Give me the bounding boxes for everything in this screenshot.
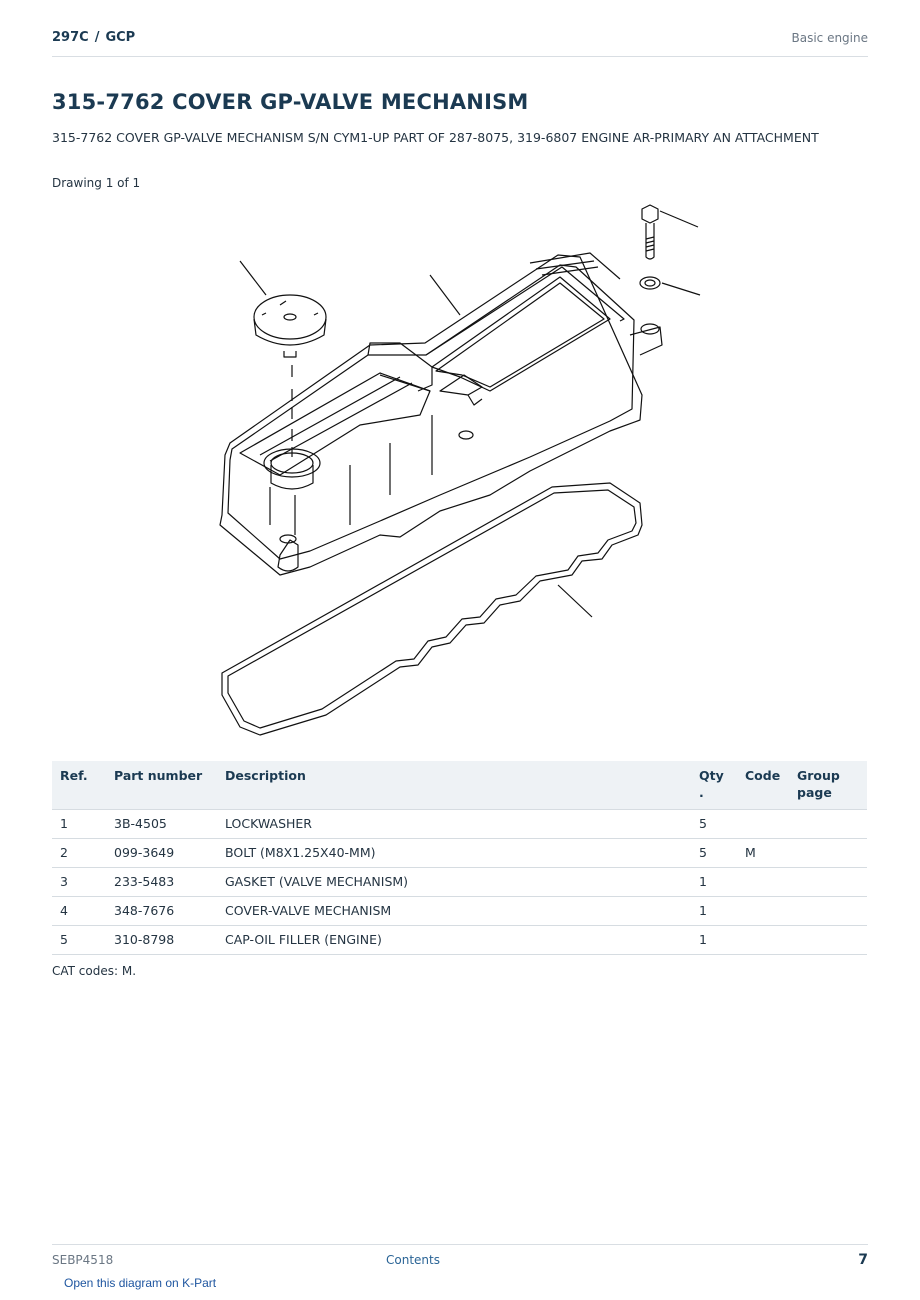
breadcrumb-model[interactable]: 297C: [52, 30, 89, 45]
table-row: [52, 897, 867, 926]
cell-code: [737, 810, 789, 839]
cell-qty: 5: [691, 810, 737, 839]
cell-part-number[interactable]: 310-8798: [106, 926, 217, 955]
breadcrumb-separator: /: [94, 30, 100, 45]
breadcrumb: [52, 30, 135, 45]
cell-description: CAP-OIL FILLER (ENGINE): [217, 926, 691, 955]
cell-ref: 1: [52, 810, 106, 839]
col-header-qty: Qty .: [691, 761, 737, 810]
bolt-drawing: [642, 205, 698, 259]
drawing-label: Drawing 1 of 1: [52, 176, 141, 190]
cell-part-number[interactable]: 099-3649: [106, 839, 217, 868]
parts-table: [52, 761, 867, 955]
table-row: [52, 926, 867, 955]
section-label: Basic engine: [791, 31, 868, 45]
cell-qty: 1: [691, 897, 737, 926]
cell-ref: 2: [52, 839, 106, 868]
cat-codes-note: CAT codes: M.: [52, 964, 137, 978]
cell-ref: 3: [52, 868, 106, 897]
page-header: [52, 28, 868, 57]
cell-qty: 5: [691, 839, 737, 868]
gasket-drawing: [222, 483, 642, 735]
parts-diagram: [200, 195, 720, 745]
page-title: 315-7762 COVER GP-VALVE MECHANISM: [52, 90, 529, 114]
col-header-description: Description: [217, 761, 691, 810]
cell-group-page: [789, 810, 867, 839]
col-header-code: Code: [737, 761, 789, 810]
table-row: [52, 839, 867, 868]
page-footer: [52, 1244, 868, 1275]
cell-description: BOLT (M8X1.25X40-MM): [217, 839, 691, 868]
cell-code: M: [737, 839, 789, 868]
page-subtitle: 315-7762 COVER GP-VALVE MECHANISM S/N CYM1-UP PART OF 287-8075, 319-6807 ENGINE AR-PRIMARY AN ATTACHMENT: [52, 130, 819, 145]
cell-group-page: [789, 897, 867, 926]
lockwasher-drawing: [640, 277, 700, 295]
cell-group-page: [789, 868, 867, 897]
col-header-ref: Ref.: [52, 761, 106, 810]
cell-description: LOCKWASHER: [217, 810, 691, 839]
cell-group-page: [789, 926, 867, 955]
breadcrumb-code[interactable]: GCP: [105, 30, 136, 45]
cell-ref: 4: [52, 897, 106, 926]
cell-ref: 5: [52, 926, 106, 955]
cell-part-number[interactable]: 348-7676: [106, 897, 217, 926]
cell-description: COVER-VALVE MECHANISM: [217, 897, 691, 926]
cell-code: [737, 926, 789, 955]
cell-description: GASKET (VALVE MECHANISM): [217, 868, 691, 897]
cell-part-number[interactable]: 3B-4505: [106, 810, 217, 839]
document-id: SEBP4518: [52, 1253, 114, 1267]
table-header-row: [52, 761, 867, 810]
table-row: [52, 810, 867, 839]
valve-cover-drawing: [220, 253, 662, 575]
cell-qty: 1: [691, 868, 737, 897]
contents-link[interactable]: Contents: [386, 1253, 440, 1267]
col-header-group-page: Group page: [789, 761, 867, 810]
col-header-part-number: Part number: [106, 761, 217, 810]
cell-code: [737, 897, 789, 926]
cell-code: [737, 868, 789, 897]
cell-part-number[interactable]: 233-5483: [106, 868, 217, 897]
cell-qty: 1: [691, 926, 737, 955]
table-row: [52, 868, 867, 897]
page-number: 7: [858, 1252, 868, 1268]
cell-group-page: [789, 839, 867, 868]
open-on-kpart-link[interactable]: Open this diagram on K-Part: [64, 1276, 217, 1290]
